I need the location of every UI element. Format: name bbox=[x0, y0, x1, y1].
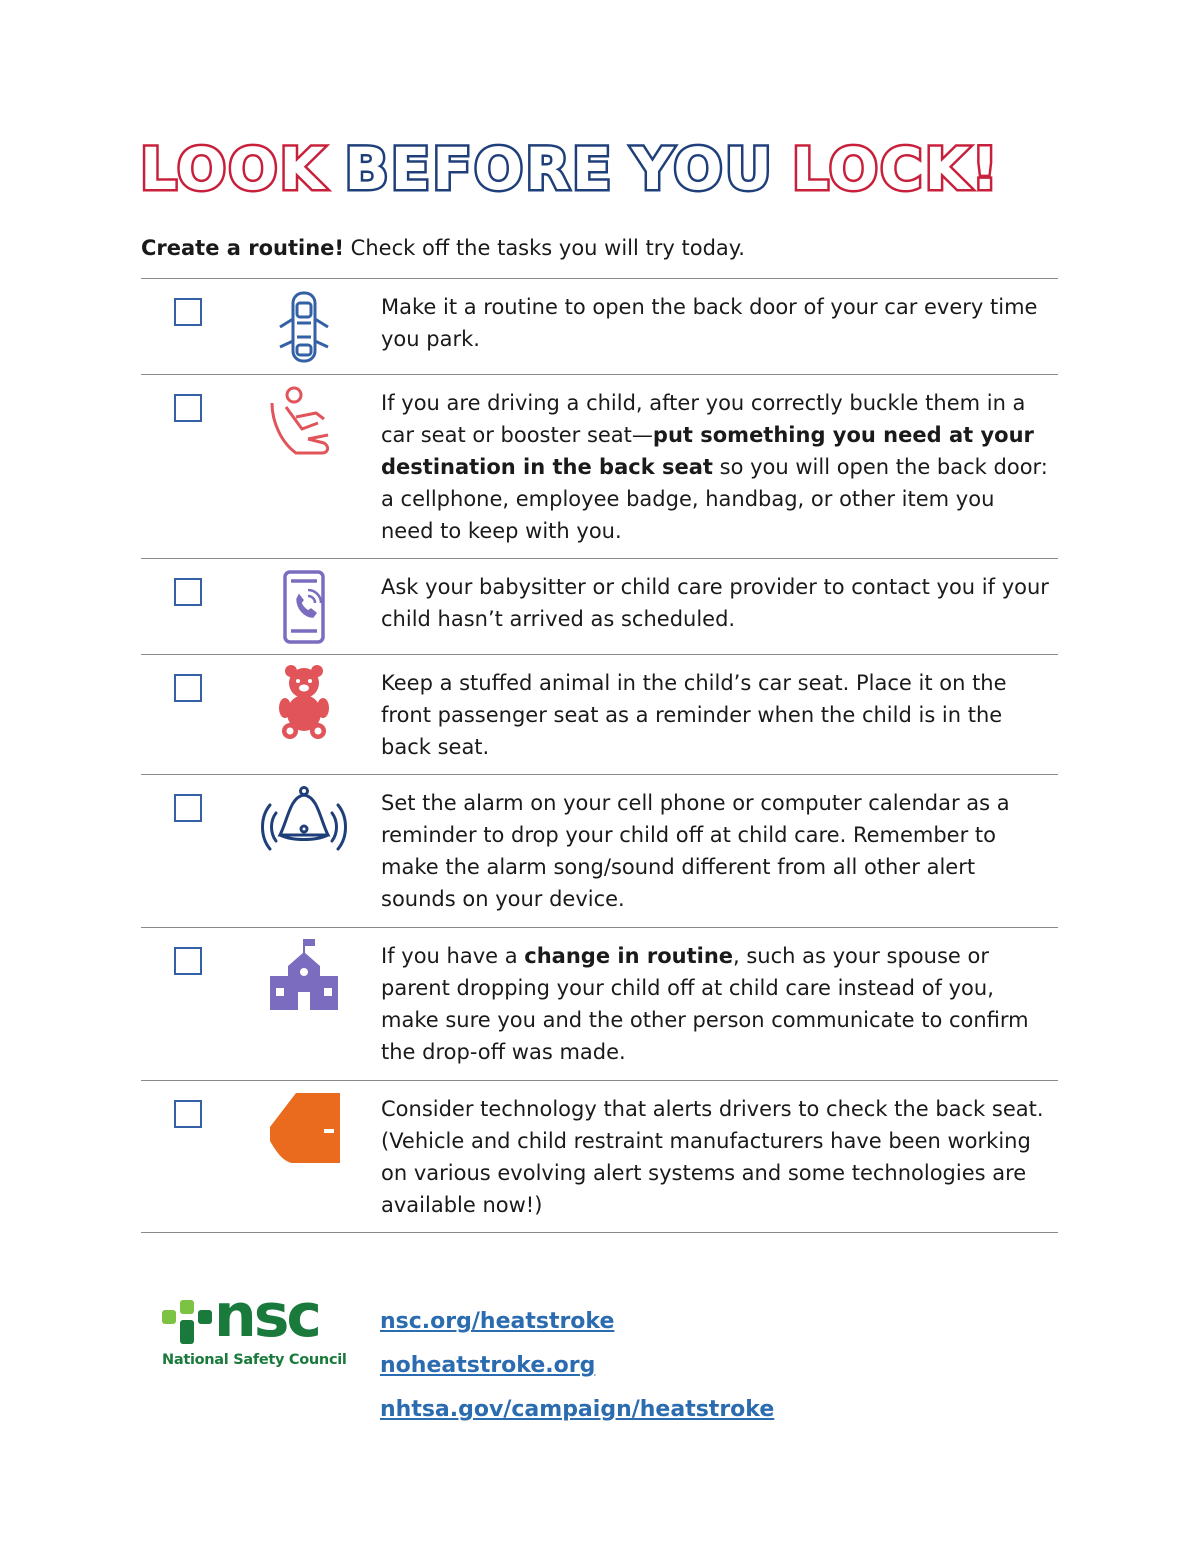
nsc-logo bbox=[160, 1281, 355, 1376]
task-text-before: If you have a bbox=[381, 944, 525, 968]
nsc-cross-icon bbox=[162, 1300, 212, 1344]
title-word-you: YOU bbox=[631, 135, 774, 203]
car-door-icon bbox=[256, 1091, 352, 1167]
task-text-after: , such as your spouse or parent dropping your child off at child care instead of you, make sure you and the other person communicate to confirm the drop-off was made. bbox=[381, 944, 1029, 1064]
teddy-bear-icon bbox=[256, 663, 352, 739]
title-word-look: LOOK bbox=[140, 135, 327, 203]
task-row bbox=[141, 374, 1058, 558]
task-row bbox=[141, 558, 1058, 654]
task-row bbox=[141, 927, 1058, 1080]
task-checkbox[interactable] bbox=[174, 794, 202, 822]
link-nhtsa-heatstroke[interactable]: nhtsa.gov/campaign/heatstroke bbox=[380, 1397, 775, 1422]
nsc-subtitle: National Safety Council bbox=[162, 1352, 347, 1368]
intro-bold: Create a routine! bbox=[141, 236, 344, 260]
link-noheatstroke[interactable]: noheatstroke.org bbox=[380, 1353, 596, 1378]
task-text: Make it a routine to open the back door of your car every time you park. bbox=[381, 295, 1038, 351]
task-text: Set the alarm on your cell phone or computer calendar as a reminder to drop your child off at child care. Remember to make the alarm song/sound different from all other alert sounds on your device. bbox=[381, 791, 1010, 911]
task-checkbox[interactable] bbox=[174, 298, 202, 326]
task-text bbox=[381, 940, 1051, 1068]
task-checkbox[interactable] bbox=[174, 1100, 202, 1128]
task-row bbox=[141, 654, 1058, 774]
task-text-bold: change in routine bbox=[524, 944, 734, 968]
phone-call-icon bbox=[256, 569, 352, 645]
title-word-before: BEFORE bbox=[344, 135, 614, 203]
task-checkbox[interactable] bbox=[174, 674, 202, 702]
task-text: Keep a stuffed animal in the child’s car seat. Place it on the front passenger seat as a reminder when the child is in the back seat. bbox=[381, 671, 1007, 759]
task-text: Consider technology that alerts drivers to check the back seat. (Vehicle and child restraint manufacturers have been working on various evolving alert systems and some technologies are available now!) bbox=[381, 1097, 1044, 1217]
task-text bbox=[381, 387, 1051, 547]
page-title bbox=[140, 135, 1060, 203]
intro-rest: Check off the tasks you will try today. bbox=[344, 236, 745, 260]
link-nsc-heatstroke[interactable]: nsc.org/heatstroke bbox=[380, 1309, 615, 1334]
car-seat-icon bbox=[256, 383, 352, 459]
car-open-doors-icon bbox=[256, 289, 352, 365]
task-text-bold: put something you need at your destination in the back seat bbox=[381, 423, 1034, 479]
task-text: Ask your babysitter or child care provider to contact you if your child hasn’t arrived as scheduled. bbox=[381, 575, 1049, 631]
task-text-after: so you will open the back door: a cellphone, employee badge, handbag, or other item you need to keep with you. bbox=[381, 455, 1048, 543]
nsc-wordmark: nsc bbox=[214, 1281, 319, 1351]
task-checkbox[interactable] bbox=[174, 394, 202, 422]
task-row bbox=[141, 1080, 1058, 1233]
task-row bbox=[141, 774, 1058, 927]
task-row bbox=[141, 278, 1058, 374]
school-building-icon bbox=[256, 936, 352, 1012]
task-text-before: If you are driving a child, after you correctly buckle them in a car seat or booster seat— bbox=[381, 391, 1026, 447]
resource-links bbox=[380, 1300, 774, 1432]
title-word-lock: LOCK! bbox=[791, 135, 1001, 203]
task-checkbox[interactable] bbox=[174, 947, 202, 975]
intro-line bbox=[141, 233, 745, 263]
alarm-bell-icon bbox=[256, 783, 352, 859]
task-checkbox[interactable] bbox=[174, 578, 202, 606]
